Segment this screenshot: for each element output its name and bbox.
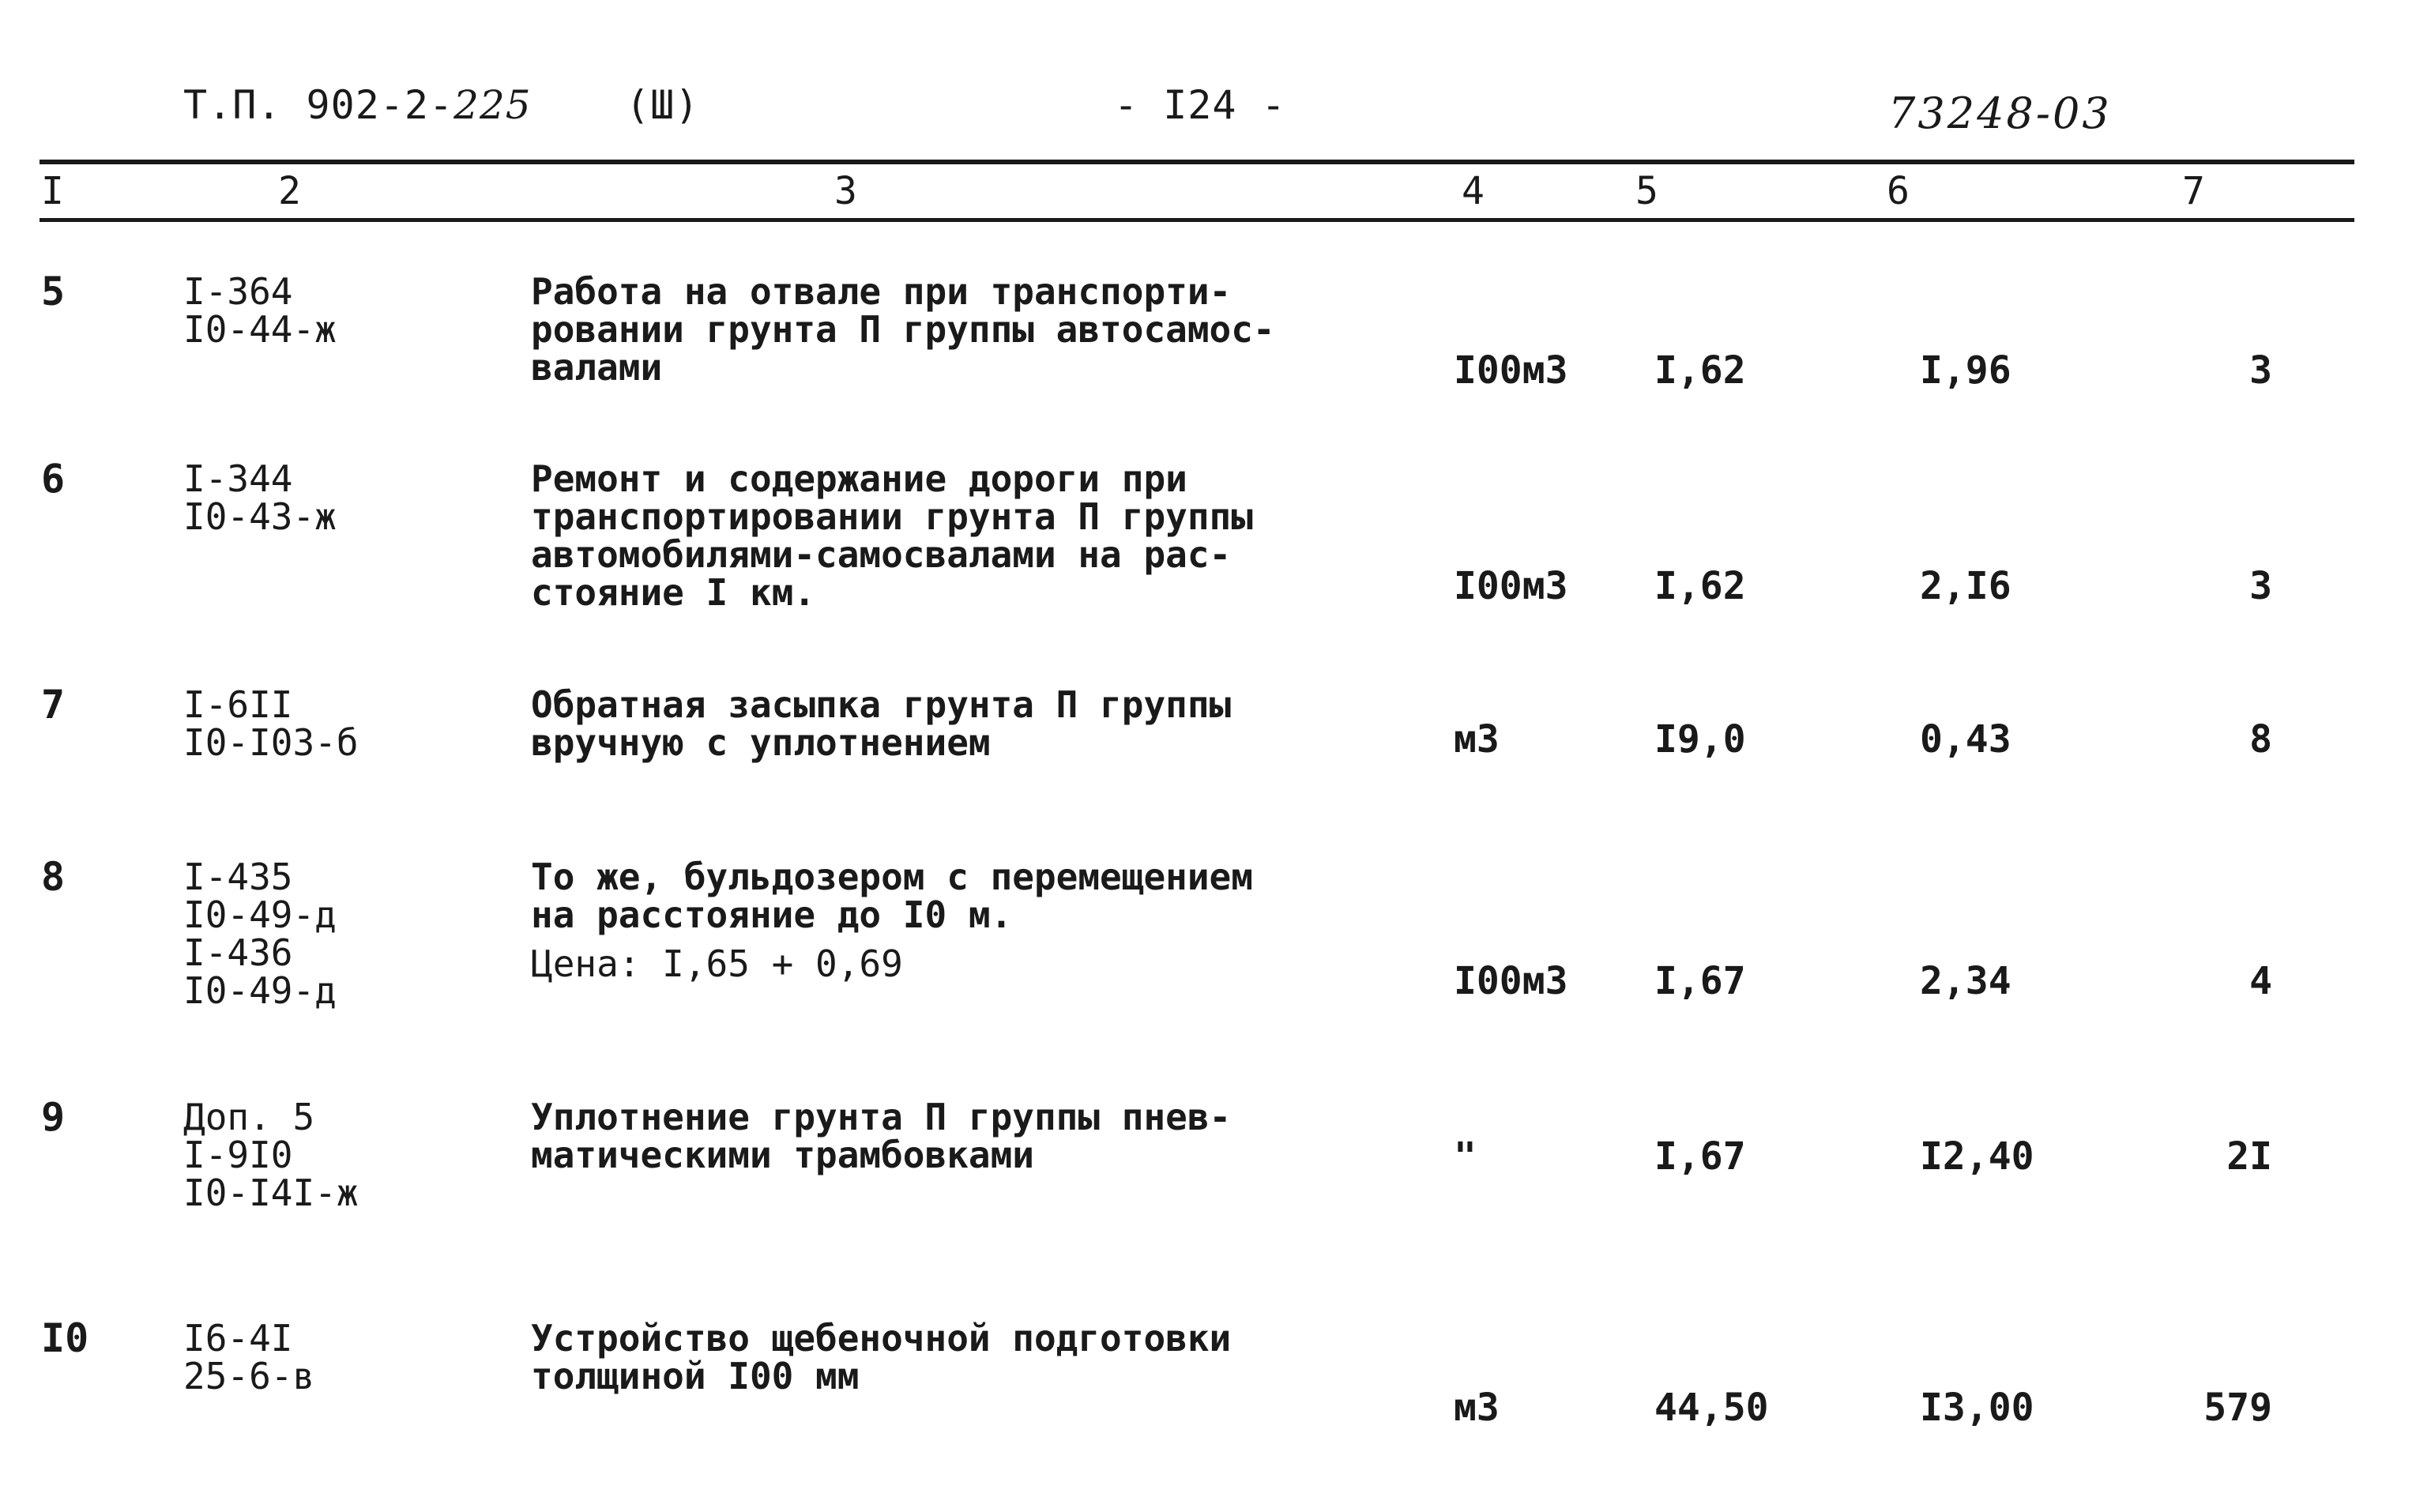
quantity: I,67 bbox=[1654, 959, 1746, 1003]
header-bottom-rule bbox=[40, 218, 2354, 222]
description-line: стояние I км. bbox=[531, 571, 816, 614]
work-description bbox=[531, 1319, 1231, 1395]
norm-codes bbox=[183, 683, 359, 764]
row-number: 5 bbox=[41, 269, 66, 314]
row-number: 9 bbox=[41, 1094, 66, 1140]
description-line: автомобилями-самосвалами на рас- bbox=[531, 533, 1232, 576]
norm-codes bbox=[183, 1319, 314, 1395]
unit-price: 2,34 bbox=[1920, 959, 2011, 1003]
norm-codes bbox=[183, 270, 337, 351]
norm-code: I6-4I bbox=[183, 1317, 293, 1360]
quantity: 44,50 bbox=[1654, 1386, 1769, 1430]
description-line: на расстояние до I0 м. bbox=[531, 893, 1013, 936]
quantity: I,67 bbox=[1654, 1134, 1746, 1179]
column-header-6: 6 bbox=[1887, 169, 1910, 213]
description-line: Работа на отвале при транспорти- bbox=[531, 270, 1232, 313]
row-number: 6 bbox=[41, 456, 66, 502]
norm-code: 25-6-в bbox=[183, 1355, 315, 1397]
description-line: ровании грунта П группы автосамос- bbox=[531, 308, 1275, 351]
work-description bbox=[531, 457, 1253, 614]
description-line: валами bbox=[531, 346, 663, 389]
total-cost: 8 bbox=[2249, 717, 2272, 762]
norm-code: I0-I03-б bbox=[183, 721, 359, 764]
unit-price: I3,00 bbox=[1920, 1386, 2034, 1430]
inventory-number: 73248-03 bbox=[1888, 88, 2112, 138]
unit-of-measure: м3 bbox=[1454, 1386, 1500, 1430]
row-number: 8 bbox=[41, 854, 66, 900]
norm-code: I0-49-д bbox=[183, 969, 337, 1012]
unit-price: I2,40 bbox=[1920, 1134, 2034, 1179]
norm-code: Доп. 5 bbox=[183, 1096, 315, 1138]
unit-price: 0,43 bbox=[1920, 717, 2011, 762]
doc-code bbox=[183, 82, 532, 128]
description-line: матическими трамбовками bbox=[531, 1134, 1034, 1176]
unit-of-measure: I00м3 bbox=[1454, 348, 1568, 393]
norm-codes bbox=[183, 858, 337, 1010]
column-header-7: 7 bbox=[2182, 169, 2205, 213]
work-description bbox=[531, 683, 1232, 764]
unit-price: 2,I6 bbox=[1920, 564, 2011, 608]
norm-codes bbox=[183, 457, 337, 538]
description-line: толщиной I00 мм bbox=[531, 1355, 860, 1397]
column-header-4: 4 bbox=[1462, 169, 1485, 213]
column-header-5: 5 bbox=[1635, 169, 1658, 213]
total-cost: 4 bbox=[2249, 959, 2272, 1003]
norm-code: I-344 bbox=[183, 457, 293, 500]
doc-code-prefix: Т.П. 902-2- bbox=[183, 82, 454, 128]
unit-of-measure: I00м3 bbox=[1454, 564, 1568, 608]
total-cost: 2I bbox=[2226, 1134, 2272, 1179]
norm-code: I0-44-ж bbox=[183, 308, 337, 351]
total-cost: 579 bbox=[2203, 1386, 2272, 1430]
quantity: I,62 bbox=[1654, 564, 1746, 608]
norm-code: I0-I4I-ж bbox=[183, 1172, 359, 1214]
row-number: 7 bbox=[41, 682, 66, 728]
norm-code: I-364 bbox=[183, 270, 293, 313]
description-line: вручную с уплотнением bbox=[531, 721, 991, 764]
description-line: Обратная засыпка грунта П группы bbox=[531, 683, 1232, 726]
norm-code: I-9I0 bbox=[183, 1134, 293, 1176]
column-header-1: I bbox=[41, 169, 64, 213]
page-number: - I24 - bbox=[1114, 82, 1286, 128]
unit-of-measure: " bbox=[1454, 1134, 1477, 1179]
description-line: Ремонт и содержание дороги при bbox=[531, 457, 1187, 500]
column-header-2: 2 bbox=[278, 169, 301, 213]
description-line: транспортировании грунта П группы bbox=[531, 495, 1253, 538]
description-line: То же, бульдозером с перемещением bbox=[531, 856, 1253, 898]
norm-code: I-436 bbox=[183, 931, 293, 974]
quantity: I9,0 bbox=[1654, 717, 1746, 762]
doc-part: (Ш) bbox=[626, 82, 700, 128]
row-number: I0 bbox=[41, 1315, 89, 1361]
work-description bbox=[531, 858, 1253, 983]
price-note: Цена: I,65 + 0,69 bbox=[531, 942, 903, 985]
doc-code-handwritten: 225 bbox=[453, 82, 532, 128]
norm-code: I0-43-ж bbox=[183, 495, 337, 538]
total-cost: 3 bbox=[2249, 348, 2272, 393]
norm-code: I0-49-д bbox=[183, 893, 337, 936]
work-description bbox=[531, 1098, 1231, 1174]
header-top-rule bbox=[40, 160, 2354, 164]
total-cost: 3 bbox=[2249, 564, 2272, 608]
quantity: I,62 bbox=[1654, 348, 1746, 393]
unit-of-measure: I00м3 bbox=[1454, 959, 1568, 1003]
norm-code: I-435 bbox=[183, 856, 293, 898]
norm-codes bbox=[183, 1098, 359, 1212]
description-line: Уплотнение грунта П группы пнев- bbox=[531, 1096, 1232, 1138]
description-line: Устройство щебеночной подготовки bbox=[531, 1317, 1232, 1360]
work-description bbox=[531, 270, 1275, 389]
norm-code: I-6II bbox=[183, 683, 293, 726]
unit-price: I,96 bbox=[1920, 348, 2011, 393]
column-header-3: 3 bbox=[834, 169, 857, 213]
unit-of-measure: м3 bbox=[1454, 717, 1500, 762]
